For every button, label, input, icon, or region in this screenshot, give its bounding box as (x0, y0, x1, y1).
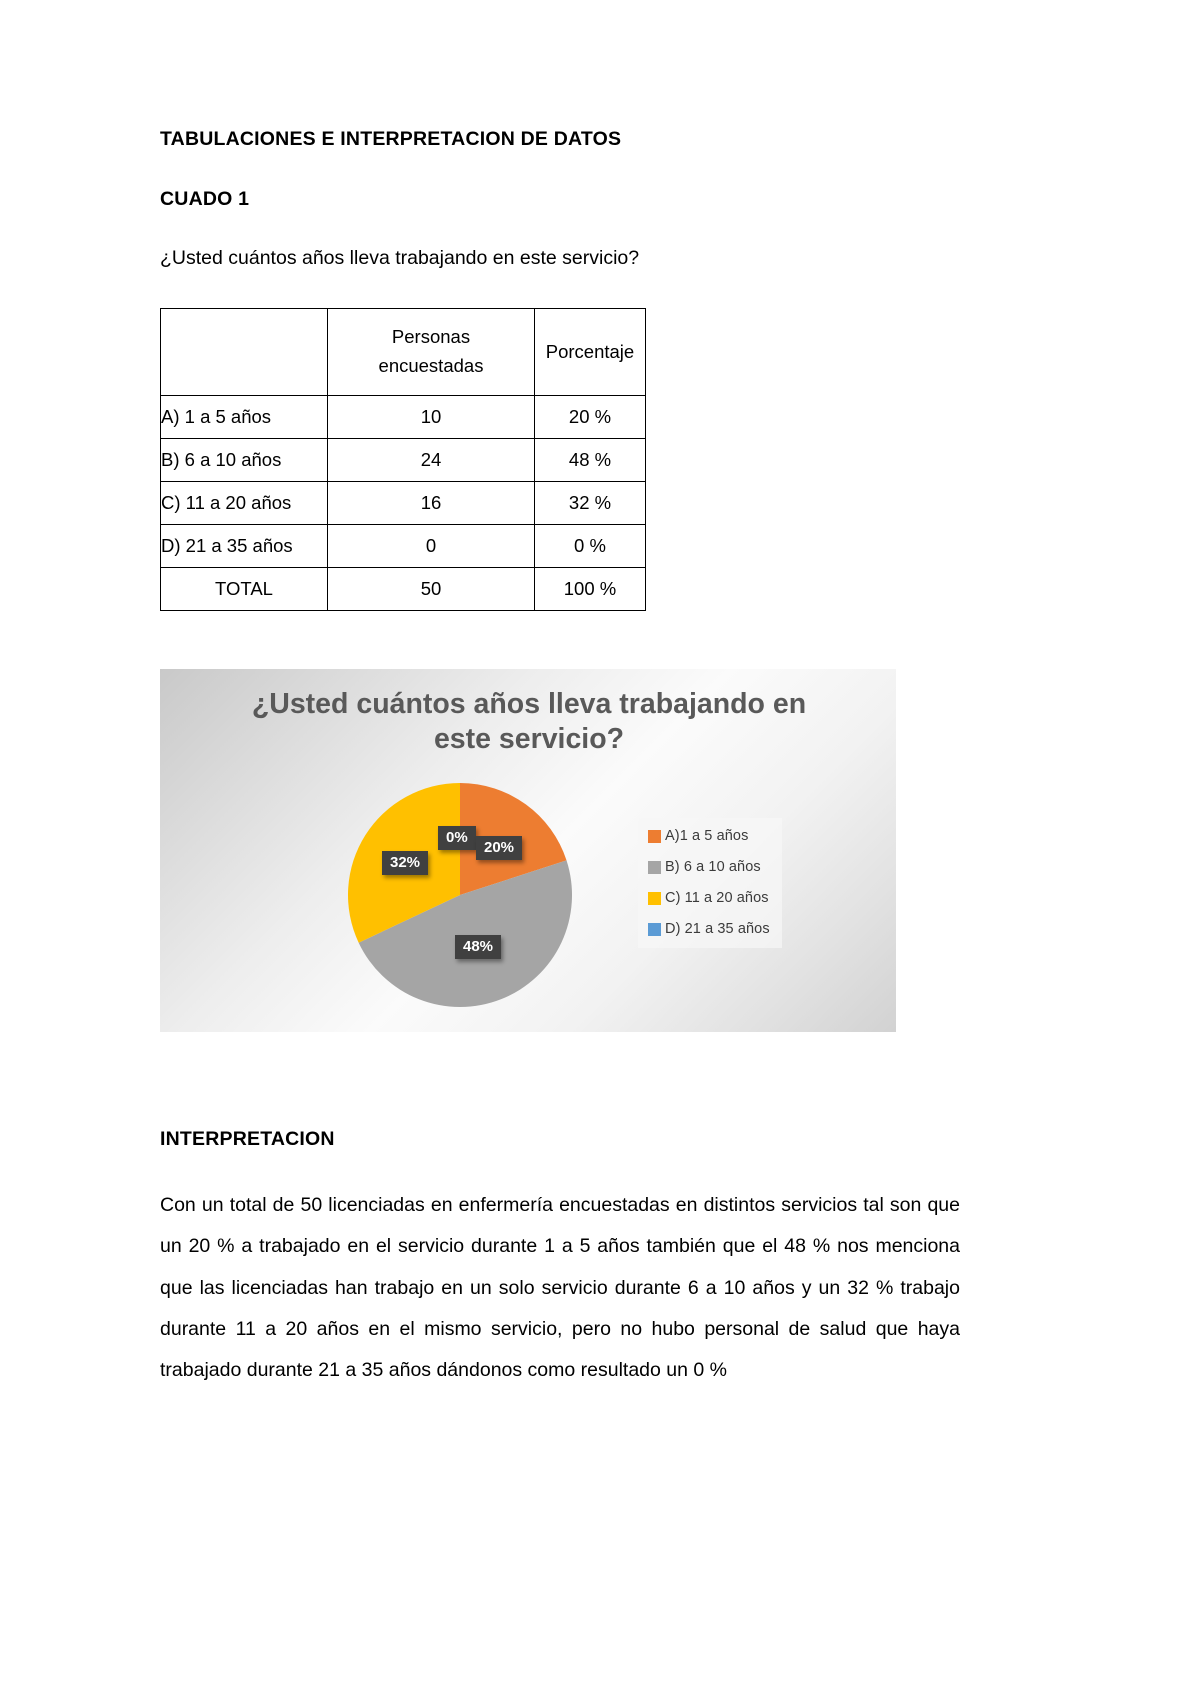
table-row (161, 525, 646, 568)
legend-label-c: C) 11 a 20 años (665, 890, 769, 907)
pie-data-label-d: 0% (438, 826, 476, 850)
document-content (160, 128, 960, 1392)
legend-swatch-icon (648, 830, 661, 843)
survey-question: ¿Usted cuántos años lleva trabajando en este servicio? (160, 246, 640, 269)
legend-item-a (648, 828, 770, 844)
table-header-count-line1: Personas (391, 326, 471, 348)
row-percent: 20 % (535, 396, 646, 439)
row-count: 0 (328, 525, 535, 568)
table-header-percent: Porcentaje (535, 309, 646, 396)
legend-swatch-icon (648, 923, 661, 936)
row-count: 10 (328, 396, 535, 439)
page-title: TABULACIONES E INTERPRETACION DE DATOS (160, 128, 622, 150)
row-category: D) 21 a 35 años (161, 525, 328, 568)
table-row (161, 439, 646, 482)
table-header-category (161, 309, 328, 396)
pie-chart (160, 669, 896, 1032)
interpretation-body: Con un total de 50 licenciadas en enfermería encuestadas en distintos servicios tal son que un 20 % a trabajado en el servicio durante 1 a 5 años también que el 48 % nos menciona que las licenciadas han trabajo en un solo servicio durante 6 a 10 años y un 32 % trabajo durante 11 a 20 años en el mismo servicio, pero no hubo personal de salud que haya trabajado durante 21 a 35 años dándonos como resultado un 0 % (160, 1194, 960, 1382)
row-percent: 48 % (535, 439, 646, 482)
table-total-row (161, 568, 646, 611)
row-count: 16 (328, 482, 535, 525)
table-row (161, 396, 646, 439)
interpretation-heading: INTERPRETACION (160, 1128, 335, 1151)
table-row (161, 482, 646, 525)
chart-title (204, 687, 854, 757)
pie-data-label-a: 20% (476, 836, 522, 860)
chart-title-line1: ¿Usted cuántos años lleva trabajando en (251, 688, 807, 721)
legend-item-d (648, 921, 770, 937)
pie-data-label-c: 32% (382, 851, 428, 875)
legend-swatch-icon (648, 861, 661, 874)
table-header-row (161, 309, 646, 396)
results-table (160, 308, 646, 611)
legend-label-a: A)1 a 5 años (665, 828, 749, 845)
chart-legend (638, 818, 782, 948)
legend-label-b: B) 6 a 10 años (665, 859, 761, 876)
total-count: 50 (328, 568, 535, 611)
total-label: TOTAL (161, 568, 328, 611)
total-percent: 100 % (535, 568, 646, 611)
row-percent: 32 % (535, 482, 646, 525)
legend-item-c (648, 890, 770, 906)
chart-title-line2: este servicio? (433, 722, 625, 755)
pie-area (342, 777, 578, 1013)
results-table-wrapper (160, 308, 960, 611)
section-heading-cuadro: CUADO 1 (160, 188, 250, 211)
row-count: 24 (328, 439, 535, 482)
row-percent: 0 % (535, 525, 646, 568)
pie-data-label-b: 48% (455, 935, 501, 959)
row-category: C) 11 a 20 años (161, 482, 328, 525)
pie-svg (342, 777, 578, 1013)
table-header-count-line2: encuestadas (378, 355, 484, 377)
legend-swatch-icon (648, 892, 661, 905)
legend-item-b (648, 859, 770, 875)
row-category: A) 1 a 5 años (161, 396, 328, 439)
legend-label-d: D) 21 a 35 años (665, 921, 770, 938)
row-category: B) 6 a 10 años (161, 439, 328, 482)
table-header-count (328, 309, 535, 396)
